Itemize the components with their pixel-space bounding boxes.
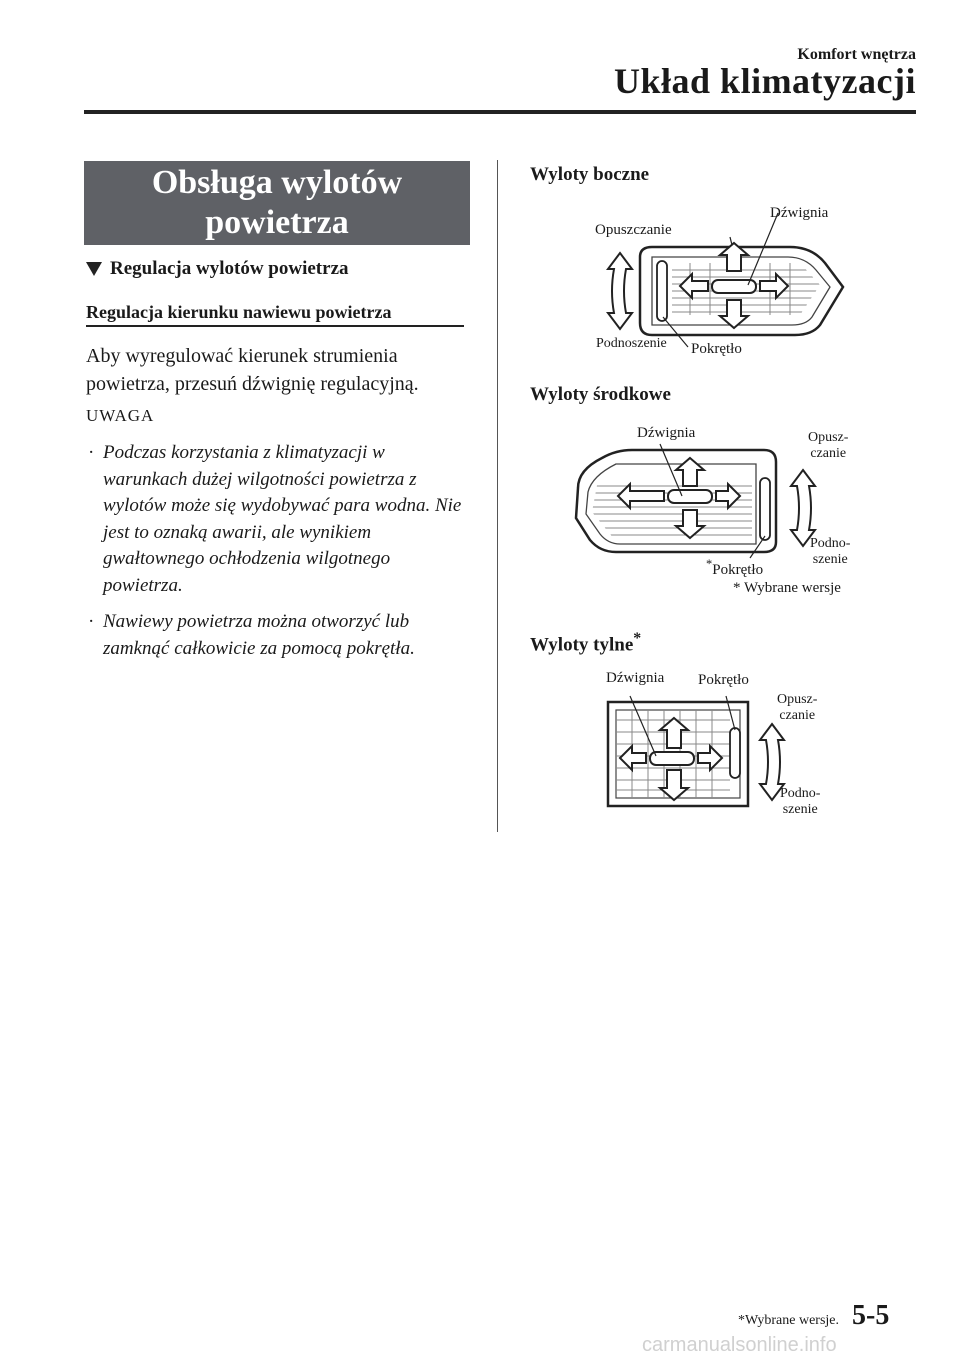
label-raise-rear-line1: Podno- — [780, 786, 821, 801]
label-lever-rear: Dźwignia — [606, 670, 665, 686]
note-item — [88, 609, 468, 662]
page-number: 5-5 — [852, 1300, 890, 1331]
asterisk-marker: * — [706, 557, 713, 571]
label-raise-center-line1: Podno- — [810, 536, 851, 551]
label-lower-center-line2: czanie — [810, 446, 847, 461]
section-title-line1: Obsługa wylotów — [151, 164, 403, 201]
label-raise-side: Podnoszenie — [596, 336, 667, 351]
label-lever-center: Dźwignia — [637, 425, 696, 441]
section-title-line2: powietrza — [205, 204, 349, 241]
triangle-marker-icon — [86, 262, 102, 276]
label-knob-center — [706, 557, 763, 579]
label-lower-side: Opuszczanie — [595, 222, 672, 238]
label-lower-center-line1: Opusz- — [808, 430, 849, 445]
label-knob-center-text: Pokrętło — [712, 562, 764, 578]
asterisk-marker: * — [633, 630, 642, 647]
label-raise-rear — [780, 786, 820, 818]
underlined-heading: Regulacja kierunku nawiewu powietrza — [86, 302, 464, 327]
label-selected-versions: * Wybrane wersje — [733, 580, 841, 596]
subheading — [86, 258, 349, 280]
label-raise-center-line2: szenie — [812, 552, 848, 567]
header-rule — [84, 110, 916, 114]
note-item — [88, 440, 468, 599]
label-raise-center — [810, 536, 850, 568]
center-vent-illustration — [520, 430, 920, 570]
label-lower-rear — [777, 692, 817, 724]
subheading-text: Regulacja wylotów powietrza — [110, 258, 349, 279]
label-lower-rear-line1: Opusz- — [777, 692, 818, 707]
label-lever-side: Dźwignia — [770, 205, 829, 221]
figure-title-rear-text: Wyloty tylne — [530, 634, 634, 656]
label-lower-center — [808, 430, 848, 462]
note-text: Nawiewy powietrza można otworzyć lub zamknąć całkowicie za pomocą pokrętła. — [103, 611, 415, 659]
footer-note: *Wybrane wersje. — [738, 1313, 840, 1328]
note-list — [88, 440, 468, 672]
figure-title-center: Wyloty środkowe — [530, 384, 671, 405]
label-knob-rear: Pokrętło — [698, 672, 749, 688]
body-paragraph: Aby wyregulować kierunek strumienia powietrza, przesuń dźwignię regulacyjną. — [86, 345, 419, 395]
label-raise-rear-line2: szenie — [782, 802, 818, 817]
note-label: UWAGA — [86, 406, 155, 425]
column-divider — [497, 160, 498, 832]
note-text: Podczas korzystania z klimatyzacji w warunkach dużej wilgotności powietrza z wylotów może się wydobywać para wodna. Nie jest to oznaką awarii, ale wynikiem gwałtownego ochłodzenia wilgotnego powietrza. — [103, 442, 462, 596]
section-title: Komfort wnętrza — [797, 46, 916, 63]
label-lower-rear-line2: czanie — [779, 708, 816, 723]
figure-title-rear — [530, 630, 641, 656]
label-knob-side: Pokrętło — [691, 341, 742, 357]
bullet-icon: · — [88, 442, 95, 463]
watermark: carmanualsonline.info — [642, 1334, 837, 1356]
chapter-title: Układ klimatyzacji — [614, 61, 916, 101]
section-title-box — [84, 161, 470, 245]
figure-title-side: Wyloty boczne — [530, 164, 650, 185]
bullet-icon: · — [88, 611, 95, 632]
